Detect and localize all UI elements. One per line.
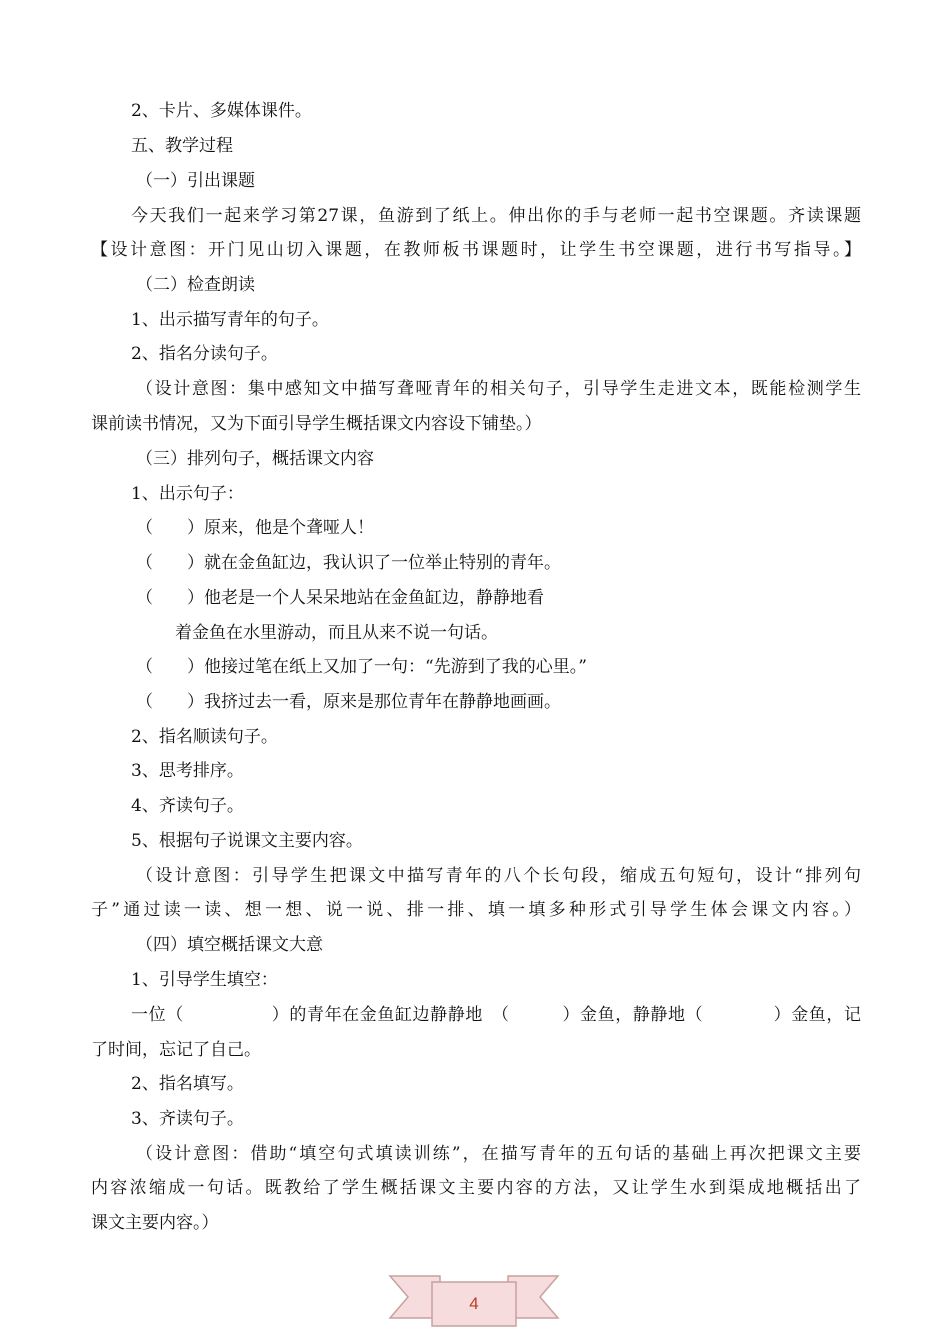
list-item: 3、齐读句子。: [131, 1109, 244, 1129]
list-item: 5、根据句子说课文主要内容。: [131, 831, 363, 851]
design-note-line: 子”通过读一读、想一想、说一说、排一排、填一填多种形式引导学生体会课文内容。）: [91, 900, 861, 920]
sentence-option-continued: 着金鱼在水里游动，而且从来不说一句话。: [175, 623, 498, 643]
list-item: 4、齐读句子。: [131, 796, 244, 816]
section-heading: 五、教学过程: [131, 136, 233, 156]
list-item: 3、思考排序。: [131, 761, 244, 781]
design-note-line: 内容浓缩成一句话。既教给了学生概括课文主要内容的方法，又让学生水到渠成地概括出了: [91, 1178, 861, 1198]
subsection-heading: （一）引出课题: [136, 171, 255, 191]
sentence-option: （ ）就在金鱼缸边，我认识了一位举止特别的青年。: [136, 553, 561, 573]
subsection-heading: （四）填空概括课文大意: [136, 935, 323, 955]
fill-in-blank-line: 了时间，忘记了自己。: [91, 1040, 261, 1060]
design-note-line: （设计意图：集中感知文中描写聋哑青年的相关句子，引导学生走进文本，既能检测学生: [136, 379, 861, 399]
list-item: 1、出示句子：: [131, 484, 244, 504]
list-item: 2、指名顺读句子。: [131, 727, 278, 747]
sentence-option: （ ）他老是一个人呆呆地站在金鱼缸边，静静地看: [136, 588, 544, 608]
page-number: 4: [469, 1294, 479, 1313]
design-note-line: （设计意图：借助“填空句式填读训练”，在描写青年的五句话的基础上再次把课文主要: [136, 1144, 861, 1164]
design-note-line: （设计意图：引导学生把课文中描写青年的八个长句段，缩成五句短句，设计“排列句: [136, 866, 861, 886]
design-note-line: 课文主要内容。）: [91, 1213, 219, 1233]
sentence-option: （ ）他接过笔在纸上又加了一句：“先游到了我的心里。”: [136, 657, 587, 677]
sentence-option: （ ）我挤过去一看，原来是那位青年在静静地画画。: [136, 692, 561, 712]
fill-in-blank-line: 一位（ ）的青年在金鱼缸边静静地 （ ）金鱼，静静地（ ）金鱼，记: [131, 1005, 861, 1025]
list-item: 2、指名分读句子。: [131, 344, 278, 364]
list-item: 1、引导学生填空：: [131, 970, 278, 990]
subsection-heading: （三）排列句子，概括课文内容: [136, 449, 374, 469]
subsection-heading: （二）检查朗读: [136, 275, 255, 295]
design-note-line: 【设计意图：开门见山切入课题，在教师板书课题时，让学生书空课题，进行书写指导。】: [91, 240, 861, 260]
page-number-ribbon: [388, 1268, 560, 1330]
list-item: 1、出示描写青年的句子。: [131, 310, 329, 330]
material-item: 2、卡片、多媒体课件。: [131, 101, 312, 121]
paragraph-line: 今天我们一起来学习第27课，鱼游到了纸上。伸出你的手与老师一起书空课题。齐读课题: [131, 206, 861, 226]
design-note-line: 课前读书情况，又为下面引导学生概括课文内容设下铺垫。）: [91, 414, 542, 434]
sentence-option: （ ）原来，他是个聋哑人！: [136, 518, 374, 538]
list-item: 2、指名填写。: [131, 1074, 244, 1094]
